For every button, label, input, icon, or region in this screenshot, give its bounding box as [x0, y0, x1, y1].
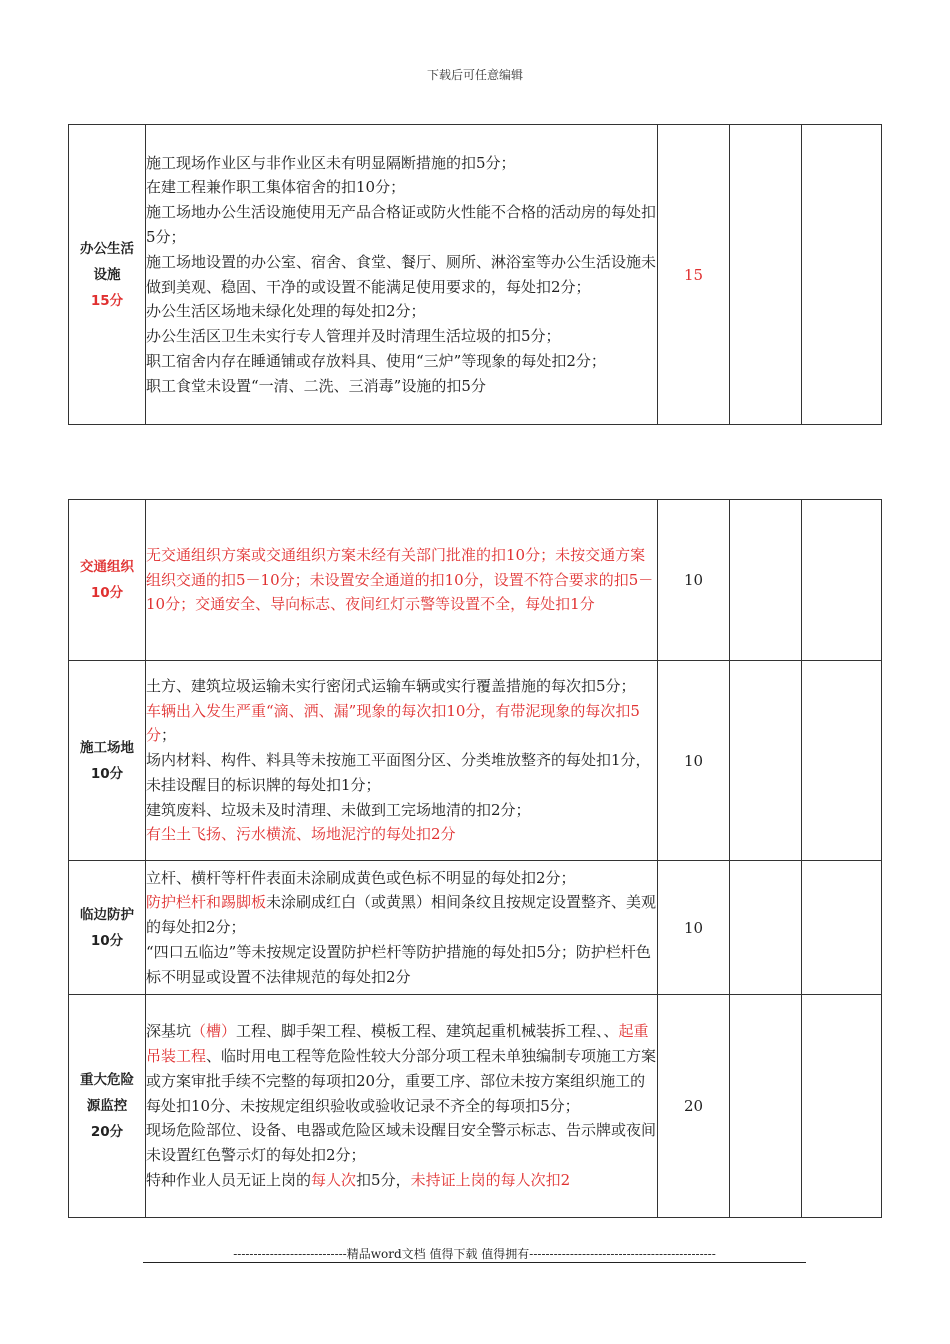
blank-cell [730, 861, 802, 995]
blank-cell [730, 995, 802, 1218]
score-cell: 15 [658, 125, 730, 425]
blank-cell [730, 500, 802, 661]
category-label-line-2: 设施 [93, 266, 121, 283]
score-table-1 [68, 124, 882, 425]
criteria-line: “四口五临边”等未按规定设置防护栏杆等防护措施的每处扣5分；防护栏杆色标不明显或设置不法律规范的每处扣2分 [146, 942, 651, 986]
criteria-highlight: 起重吊装工程 [146, 1022, 649, 1065]
criteria-line: 在建工程兼作职工集体宿舍的扣10分； [146, 178, 406, 197]
page-header: 下载后可任意编辑 [426, 68, 523, 82]
category-label-line-1: 重大危险 [80, 1072, 134, 1088]
category-cell [69, 861, 146, 995]
blank-cell [802, 500, 882, 661]
category-points: 15分 [90, 292, 124, 309]
criteria-line [146, 1168, 657, 1193]
score-table-2 [68, 499, 882, 1218]
criteria-text: 、临时用电工程等危险性较大分部分项工程未单独编制专项施工方案或方案审批手续不完整的每项扣20分，重要工序、部位未按方案组织施工的每处扣10分、未按规定组织验收或验收记录不齐全的每项扣5分； [146, 1047, 657, 1115]
criteria-line [146, 890, 657, 940]
score-cell: 10 [658, 861, 730, 995]
criteria-line: 土方、建筑垃圾运输未实行密闭式运输车辆或实行覆盖措施的每次扣5分； [146, 676, 636, 695]
criteria-line [146, 699, 657, 749]
criteria-line: 场内材料、构件、料具等未按施工平面图分区、分类堆放整齐的每处扣1分，未挂设醒目的标识牌的每处扣1分； [146, 751, 651, 794]
category-points: 10分 [90, 932, 124, 949]
criteria-line: 施工场地设置的办公室、宿舍、食堂、餐厅、厕所、淋浴室等办公生活设施未做到美观、稳固、干净的或设置不能满足使用要求的，每处扣2分； [146, 252, 657, 296]
category-label: 施工场地 [80, 739, 134, 756]
criteria-text: 特种作业人员无证上岗的 [146, 1170, 312, 1189]
category-points: 10分 [90, 765, 124, 782]
criteria-cell [146, 125, 658, 425]
criteria-text: 深基坑 [146, 1022, 192, 1041]
criteria-rest: 未涂刷成红白（或黄黑）相间条纹且按规定设置整齐、美观的每处扣2分； [146, 893, 657, 937]
page-footer: ----------------------------精品word文档 值得下载 值得拥有---------------------------------------------- [233, 1247, 716, 1261]
criteria-text: 无交通组织方案或交通组织方案未经有关部门批准的扣10分；未按交通方案组织交通的扣5－10分；未设置安全通道的扣10分，设置不符合要求的扣5－10分；交通安全、导向标志、夜间红灯示警等设置不全，每处扣1分 [146, 545, 654, 614]
category-cell [69, 661, 146, 861]
criteria-highlight: 防护栏杆和踢脚板 [146, 893, 267, 912]
criteria-highlight: 未持证上岗的每人次扣2 [410, 1170, 571, 1189]
criteria-highlight: 车辆出入发生严重“滴、洒、漏”现象的每次扣10分，有带泥现象的每次扣5分 [146, 701, 640, 745]
blank-cell [802, 661, 882, 861]
table-row [69, 861, 882, 995]
category-points: 10分 [90, 585, 124, 601]
criteria-highlight: （槽） [191, 1022, 237, 1041]
category-label: 临边防护 [80, 906, 134, 923]
table-row [69, 500, 882, 661]
criteria-line: 有尘土飞扬、污水横流、场地泥泞的每处扣2分 [146, 825, 456, 844]
score-cell: 20 [658, 995, 730, 1218]
criteria-cell [146, 500, 658, 661]
criteria-line: 办公生活区卫生未实行专人管理并及时清理生活垃圾的扣5分； [146, 327, 561, 346]
category-label-line-1: 办公生活 [80, 240, 134, 257]
criteria-line: 立杆、横杆等杆件表面未涂刷成黄色或色标不明显的每处扣2分； [146, 868, 576, 887]
criteria-cell [146, 661, 658, 861]
table-row [69, 995, 882, 1218]
category-cell [69, 500, 146, 661]
criteria-line [146, 1019, 657, 1118]
criteria-cell [146, 861, 658, 995]
criteria-line: 施工现场作业区与非作业区未有明显隔断措施的扣5分； [146, 153, 516, 172]
category-cell [69, 125, 146, 425]
blank-cell [802, 125, 882, 425]
score-cell: 10 [658, 661, 730, 861]
category-points: 20分 [90, 1124, 124, 1140]
criteria-tail: ； [161, 726, 177, 745]
criteria-line: 建筑废料、垃圾未及时清理、未做到工完场地清的扣2分； [146, 800, 531, 819]
blank-cell [730, 125, 802, 425]
criteria-highlight: 每人次 [311, 1170, 357, 1189]
criteria-cell [146, 995, 658, 1218]
criteria-text: 工程、脚手架工程、模板工程、建筑起重机械装拆工程、、 [236, 1022, 619, 1041]
criteria-line: 职工宿舍内存在睡通铺或存放料具、使用“三炉”等现象的每处扣2分； [146, 351, 606, 370]
table-row [69, 125, 882, 425]
blank-cell [730, 661, 802, 861]
category-label: 交通组织 [80, 559, 134, 575]
category-cell [69, 995, 146, 1218]
criteria-line: 办公生活区场地未绿化处理的每处扣2分； [146, 302, 426, 321]
table-row [69, 661, 882, 861]
score-cell: 10 [658, 500, 730, 661]
criteria-line: 施工场地办公生活设施使用无产品合格证或防火性能不合格的活动房的每处扣5分； [146, 203, 657, 246]
footer-divider [143, 1262, 806, 1263]
blank-cell [802, 861, 882, 995]
criteria-line: 现场危险部位、设备、电器或危险区域未设醒目安全警示标志、告示牌或夜间未设置红色警示灯的每处扣2分； [146, 1121, 657, 1165]
category-label-line-2: 源监控 [86, 1098, 128, 1114]
criteria-line: 职工食堂未设置“一清、二洗、三消毒”设施的扣5分 [146, 376, 486, 395]
criteria-text: 扣5分， [356, 1170, 411, 1189]
blank-cell [802, 995, 882, 1218]
